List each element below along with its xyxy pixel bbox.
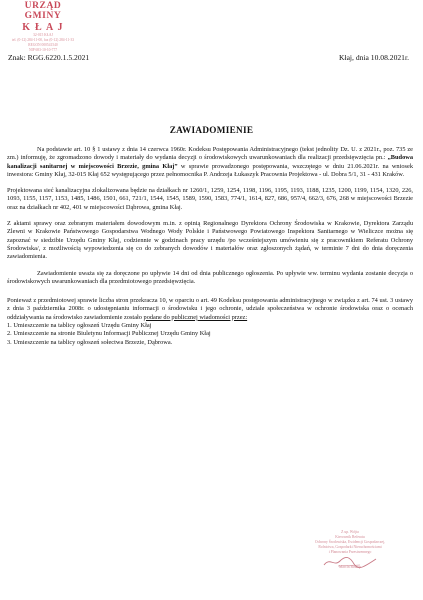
- project-name: „Budowa kanalizacji sanitarnej w miejscowości Brzezie, gmina Kłaj”: [7, 154, 413, 170]
- publication-methods-heading: podane do publicznej wiadomości przez:: [143, 313, 248, 321]
- publication-list: [7, 322, 413, 347]
- paragraph-delivery: Zawiadomienie uważa się za doręczone po upływie 14 dni od dnia publicznego ogłoszenia. Po upływie ww. terminu wydania zostanie decyzja o środowiskowych uwarunkowaniach dla przedmiotowego przedsięwzięcia.: [7, 269, 413, 285]
- place-date: Kłaj, dnia 10.08.2021r.: [338, 53, 409, 62]
- paragraph-publication: [7, 297, 413, 322]
- paragraph-plots: Projektowana sieć kanalizacyjna zlokalizowana będzie na działkach nr 1260/1, 1259, 1254, 1198, 1196, 1195, 1193, 1188, 1235, 1200, 1199, 1154, 1320, 226, 1093, 1155, 1157, 1153, 1485, 1486, 1501, 661, 721/1, 1544, 1545, 1589, 1590, 1583, 774/1, 1614, 827, 686, 957/4, 662/3, 676, 268 w miejscowości Brzezie oraz na działkach nr 402, 401 w miejscowości Dąbrowa, gmina Kłaj.: [7, 187, 413, 211]
- reference-number: Znak: RGG.6220.1.5.2021: [8, 53, 90, 62]
- list-item: 2. Umieszczenie na stronie Biuletynu Informacji Publicznej Urzędu Gminy Kłaj: [7, 330, 211, 338]
- stamp-line-2: K Ł A J: [22, 21, 64, 33]
- stamp-nip: NIP 683-10-10-777: [28, 47, 58, 52]
- stamp-line-1: URZĄD GMINY: [24, 1, 62, 21]
- signature-line: Rolnictwa, Gospodarki Nieruchomościami: [318, 544, 382, 549]
- signature-line: Ochrony Środowiska, Ewidencji Gospodarczej,: [314, 539, 386, 544]
- signature-line: i Planowania Przestrzennego: [328, 549, 372, 554]
- office-stamp: [8, 2, 78, 53]
- signatory-name: Marcin Biskup: [338, 564, 362, 569]
- stamp-address: 32-015 KŁAJ: [33, 33, 53, 38]
- paragraph-legal-basis-text-a: Na podstawie art. 10 § 1 ustawy z dnia 14 czerwca 1960r. Kodeksu Postępowania Administracyjnego (tekst jednolity Dz. U. z 2021r., poz. 735 ze zm.) informuję, że zgromadzono dowody i materiały do wydania decyzji o środowiskowych uwarunkowaniach dla realizacji przedsięwzięcia pn.:: [7, 146, 413, 162]
- document-title: ZAWIADOMIENIE: [169, 125, 254, 135]
- paragraph-legal-basis-text-b: w sprawie prowadzonego postępowania, wszczętego w dniu 21.06.2021r. na wniosek inwestora: Gminy Kłaj, 32-015 Kłaj 652 występującego przez pełnomocnika P. Andrzeja Łukaszyk Pracownia Projektowa - ul. Dobra 5/1, 31 - 431 Kraków.: [7, 162, 413, 178]
- paragraph-case-files: Z aktami sprawy oraz zebranym materiałem dowodowym m.in. z opinią Regionalnego Dyrektora Ochrony Środowiska w Krakowie, Dyrektora Zarządu Zlewni w Krakowie Państwowego Gospodarstwa Wodnego Wody Polskie i Państwowego Powiatowego Inspektora Sanitarnego w Wieliczce można się zapoznać w siedzibie Urzędu Gminy Kłaj, codziennie w godzinach pracy urzędu /po wcześniejszym umówieniu się z pracownikiem Referatu Ochrony Środowiska/, z możliwością wypowiedzenia się co do zebranych dowodów i materiałów oraz zgłoszonych żądań, w terminie 7 dni do dnia doręczenia zawiadomienia.: [7, 220, 413, 261]
- paragraph-legal-basis: [7, 146, 413, 179]
- list-item: 3. Umieszczenie na tablicy ogłoszeń sołectwa Brzezie, Dąbrowa.: [7, 338, 173, 346]
- paragraph-publication-text: Ponieważ z przedmiotowej sprawie liczba stron przekracza 10, w oparciu o art. 49 Kodeksu postępowania administracyjnego w związku z art. 74 ust. 3 ustawy z dnia 3 października 2008r. o udostępnianiu informacji o środowisku i jego ochronie, udziale społeczeństwa w ochronie środowiska oraz o ocenach oddziaływania na środowisko zawiadomienie zostało: [7, 297, 413, 321]
- stamp-phone: tel. (0-12) 284-11-00, fax (0-12) 284-11-33: [11, 38, 75, 43]
- document-body: [7, 146, 413, 347]
- signature-stamp: [290, 530, 410, 569]
- list-item: 1. Umieszczenie na tablicy ogłoszeń Urzędu Gminy Kłaj: [7, 322, 152, 330]
- signature-line: Kierownik Referatu: [335, 534, 365, 539]
- signature-line: Z up. Wójta: [341, 530, 359, 534]
- stamp-regon: REGON 000541540: [28, 42, 58, 47]
